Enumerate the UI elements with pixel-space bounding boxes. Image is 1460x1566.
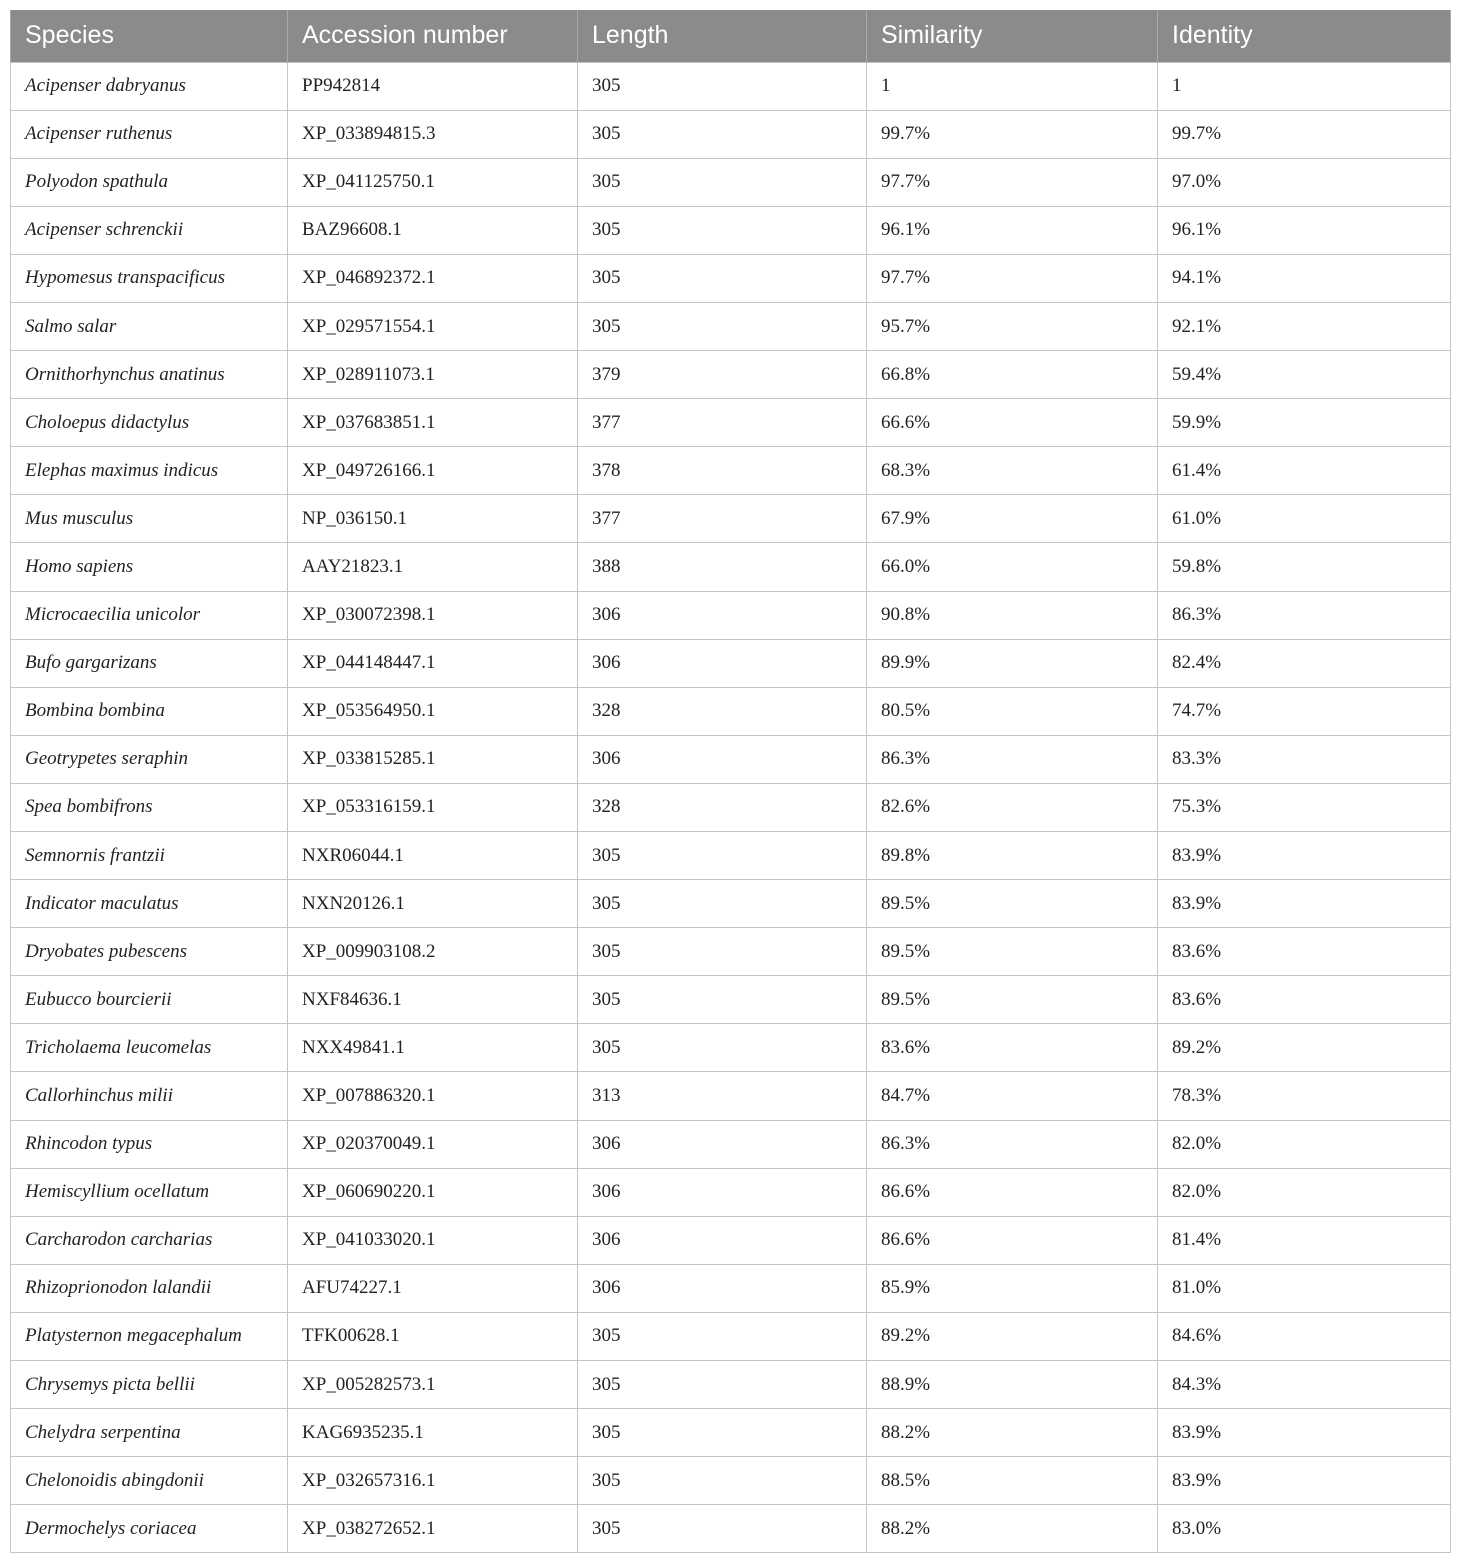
similarity-cell: 95.7%	[867, 302, 1158, 350]
header-row	[11, 10, 1451, 62]
species-table-container	[10, 10, 1450, 1553]
species-similarity-table	[10, 10, 1451, 1553]
species-cell: Tricholaema leucomelas	[11, 1024, 288, 1072]
table-row	[11, 783, 1451, 831]
identity-cell: 59.8%	[1158, 543, 1451, 591]
accession-number-cell: NXX49841.1	[288, 1024, 578, 1072]
length-cell: 377	[578, 495, 867, 543]
accession-number-cell: XP_032657316.1	[288, 1457, 578, 1505]
species-cell: Carcharodon carcharias	[11, 1216, 288, 1264]
accession-number-cell: XP_028911073.1	[288, 351, 578, 399]
table-row	[11, 832, 1451, 880]
identity-cell: 83.9%	[1158, 1457, 1451, 1505]
accession-number-cell: XP_038272652.1	[288, 1505, 578, 1553]
accession-number-cell: XP_005282573.1	[288, 1361, 578, 1409]
species-cell: Polyodon spathula	[11, 158, 288, 206]
identity-cell: 92.1%	[1158, 302, 1451, 350]
identity-cell: 83.0%	[1158, 1505, 1451, 1553]
accession-number-cell: XP_033815285.1	[288, 735, 578, 783]
length-cell: 306	[578, 735, 867, 783]
identity-cell: 82.4%	[1158, 639, 1451, 687]
length-cell: 305	[578, 1024, 867, 1072]
species-cell: Geotrypetes seraphin	[11, 735, 288, 783]
similarity-cell: 88.9%	[867, 1361, 1158, 1409]
species-cell: Microcaecilia unicolor	[11, 591, 288, 639]
identity-cell: 89.2%	[1158, 1024, 1451, 1072]
similarity-cell: 86.3%	[867, 1120, 1158, 1168]
similarity-cell: 86.6%	[867, 1216, 1158, 1264]
accession-number-cell: XP_060690220.1	[288, 1168, 578, 1216]
identity-cell: 84.3%	[1158, 1361, 1451, 1409]
table-row	[11, 206, 1451, 254]
length-cell: 305	[578, 928, 867, 976]
column-header-similarity: Similarity	[867, 10, 1158, 62]
similarity-cell: 99.7%	[867, 110, 1158, 158]
similarity-cell: 89.5%	[867, 928, 1158, 976]
accession-number-cell: NXR06044.1	[288, 832, 578, 880]
species-cell: Spea bombifrons	[11, 783, 288, 831]
column-header-species: Species	[11, 10, 288, 62]
identity-cell: 99.7%	[1158, 110, 1451, 158]
accession-number-cell: NP_036150.1	[288, 495, 578, 543]
accession-number-cell: AAY21823.1	[288, 543, 578, 591]
identity-cell: 61.4%	[1158, 447, 1451, 495]
table-row	[11, 1264, 1451, 1312]
species-cell: Chrysemys picta bellii	[11, 1361, 288, 1409]
identity-cell: 82.0%	[1158, 1168, 1451, 1216]
table-row	[11, 639, 1451, 687]
accession-number-cell: XP_029571554.1	[288, 302, 578, 350]
identity-cell: 81.4%	[1158, 1216, 1451, 1264]
accession-number-cell: XP_020370049.1	[288, 1120, 578, 1168]
accession-number-cell: XP_033894815.3	[288, 110, 578, 158]
similarity-cell: 89.9%	[867, 639, 1158, 687]
table-row	[11, 1168, 1451, 1216]
species-cell: Hemiscyllium ocellatum	[11, 1168, 288, 1216]
table-row	[11, 302, 1451, 350]
table-row	[11, 62, 1451, 110]
similarity-cell: 86.3%	[867, 735, 1158, 783]
species-cell: Salmo salar	[11, 302, 288, 350]
identity-cell: 59.4%	[1158, 351, 1451, 399]
species-cell: Bombina bombina	[11, 687, 288, 735]
species-cell: Dermochelys coriacea	[11, 1505, 288, 1553]
length-cell: 305	[578, 158, 867, 206]
table-row	[11, 495, 1451, 543]
table-row	[11, 976, 1451, 1024]
identity-cell: 83.9%	[1158, 880, 1451, 928]
length-cell: 305	[578, 976, 867, 1024]
similarity-cell: 80.5%	[867, 687, 1158, 735]
table-row	[11, 1505, 1451, 1553]
species-cell: Rhizoprionodon lalandii	[11, 1264, 288, 1312]
identity-cell: 59.9%	[1158, 399, 1451, 447]
identity-cell: 83.6%	[1158, 976, 1451, 1024]
similarity-cell: 97.7%	[867, 254, 1158, 302]
species-cell: Homo sapiens	[11, 543, 288, 591]
species-cell: Choloepus didactylus	[11, 399, 288, 447]
accession-number-cell: XP_030072398.1	[288, 591, 578, 639]
species-cell: Semnornis frantzii	[11, 832, 288, 880]
identity-cell: 81.0%	[1158, 1264, 1451, 1312]
length-cell: 328	[578, 783, 867, 831]
species-cell: Chelydra serpentina	[11, 1409, 288, 1457]
similarity-cell: 89.5%	[867, 976, 1158, 1024]
accession-number-cell: XP_009903108.2	[288, 928, 578, 976]
species-cell: Chelonoidis abingdonii	[11, 1457, 288, 1505]
identity-cell: 97.0%	[1158, 158, 1451, 206]
species-cell: Indicator maculatus	[11, 880, 288, 928]
table-row	[11, 158, 1451, 206]
similarity-cell: 89.2%	[867, 1312, 1158, 1360]
similarity-cell: 66.8%	[867, 351, 1158, 399]
species-cell: Platysternon megacephalum	[11, 1312, 288, 1360]
column-header-accession-number: Accession number	[288, 10, 578, 62]
length-cell: 377	[578, 399, 867, 447]
table-row	[11, 399, 1451, 447]
accession-number-cell: XP_053564950.1	[288, 687, 578, 735]
species-cell: Acipenser schrenckii	[11, 206, 288, 254]
table-header	[11, 10, 1451, 62]
length-cell: 306	[578, 639, 867, 687]
identity-cell: 83.9%	[1158, 832, 1451, 880]
identity-cell: 83.6%	[1158, 928, 1451, 976]
accession-number-cell: XP_041125750.1	[288, 158, 578, 206]
length-cell: 305	[578, 62, 867, 110]
length-cell: 306	[578, 1168, 867, 1216]
similarity-cell: 83.6%	[867, 1024, 1158, 1072]
species-cell: Callorhinchus milii	[11, 1072, 288, 1120]
accession-number-cell: NXN20126.1	[288, 880, 578, 928]
table-row	[11, 254, 1451, 302]
identity-cell: 83.9%	[1158, 1409, 1451, 1457]
identity-cell: 75.3%	[1158, 783, 1451, 831]
accession-number-cell: BAZ96608.1	[288, 206, 578, 254]
identity-cell: 86.3%	[1158, 591, 1451, 639]
table-row	[11, 591, 1451, 639]
accession-number-cell: AFU74227.1	[288, 1264, 578, 1312]
similarity-cell: 85.9%	[867, 1264, 1158, 1312]
length-cell: 306	[578, 591, 867, 639]
table-row	[11, 1024, 1451, 1072]
similarity-cell: 1	[867, 62, 1158, 110]
species-cell: Acipenser ruthenus	[11, 110, 288, 158]
table-row	[11, 1409, 1451, 1457]
similarity-cell: 88.2%	[867, 1409, 1158, 1457]
accession-number-cell: KAG6935235.1	[288, 1409, 578, 1457]
species-cell: Hypomesus transpacificus	[11, 254, 288, 302]
identity-cell: 84.6%	[1158, 1312, 1451, 1360]
length-cell: 305	[578, 1361, 867, 1409]
column-header-identity: Identity	[1158, 10, 1451, 62]
table-row	[11, 1120, 1451, 1168]
length-cell: 378	[578, 447, 867, 495]
similarity-cell: 97.7%	[867, 158, 1158, 206]
length-cell: 305	[578, 1312, 867, 1360]
similarity-cell: 86.6%	[867, 1168, 1158, 1216]
similarity-cell: 68.3%	[867, 447, 1158, 495]
similarity-cell: 90.8%	[867, 591, 1158, 639]
identity-cell: 83.3%	[1158, 735, 1451, 783]
species-cell: Eubucco bourcierii	[11, 976, 288, 1024]
table-body	[11, 62, 1451, 1553]
length-cell: 388	[578, 543, 867, 591]
species-cell: Mus musculus	[11, 495, 288, 543]
table-row	[11, 880, 1451, 928]
length-cell: 379	[578, 351, 867, 399]
table-row	[11, 447, 1451, 495]
accession-number-cell: XP_049726166.1	[288, 447, 578, 495]
table-row	[11, 1312, 1451, 1360]
accession-number-cell: XP_053316159.1	[288, 783, 578, 831]
accession-number-cell: XP_041033020.1	[288, 1216, 578, 1264]
column-header-length: Length	[578, 10, 867, 62]
similarity-cell: 66.0%	[867, 543, 1158, 591]
table-row	[11, 110, 1451, 158]
table-row	[11, 1216, 1451, 1264]
identity-cell: 78.3%	[1158, 1072, 1451, 1120]
accession-number-cell: XP_037683851.1	[288, 399, 578, 447]
species-cell: Bufo gargarizans	[11, 639, 288, 687]
length-cell: 305	[578, 832, 867, 880]
identity-cell: 94.1%	[1158, 254, 1451, 302]
species-cell: Ornithorhynchus anatinus	[11, 351, 288, 399]
accession-number-cell: TFK00628.1	[288, 1312, 578, 1360]
similarity-cell: 88.2%	[867, 1505, 1158, 1553]
similarity-cell: 89.5%	[867, 880, 1158, 928]
length-cell: 305	[578, 110, 867, 158]
length-cell: 313	[578, 1072, 867, 1120]
table-row	[11, 1361, 1451, 1409]
length-cell: 305	[578, 880, 867, 928]
accession-number-cell: NXF84636.1	[288, 976, 578, 1024]
species-cell: Elephas maximus indicus	[11, 447, 288, 495]
table-row	[11, 928, 1451, 976]
table-row	[11, 1072, 1451, 1120]
accession-number-cell: XP_044148447.1	[288, 639, 578, 687]
similarity-cell: 82.6%	[867, 783, 1158, 831]
length-cell: 305	[578, 1457, 867, 1505]
accession-number-cell: XP_046892372.1	[288, 254, 578, 302]
length-cell: 305	[578, 302, 867, 350]
length-cell: 305	[578, 1409, 867, 1457]
length-cell: 305	[578, 1505, 867, 1553]
length-cell: 306	[578, 1120, 867, 1168]
accession-number-cell: PP942814	[288, 62, 578, 110]
identity-cell: 61.0%	[1158, 495, 1451, 543]
identity-cell: 1	[1158, 62, 1451, 110]
length-cell: 305	[578, 254, 867, 302]
table-row	[11, 687, 1451, 735]
table-row	[11, 351, 1451, 399]
similarity-cell: 88.5%	[867, 1457, 1158, 1505]
species-cell: Rhincodon typus	[11, 1120, 288, 1168]
similarity-cell: 67.9%	[867, 495, 1158, 543]
species-cell: Dryobates pubescens	[11, 928, 288, 976]
table-row	[11, 1457, 1451, 1505]
length-cell: 305	[578, 206, 867, 254]
length-cell: 306	[578, 1264, 867, 1312]
identity-cell: 96.1%	[1158, 206, 1451, 254]
accession-number-cell: XP_007886320.1	[288, 1072, 578, 1120]
similarity-cell: 66.6%	[867, 399, 1158, 447]
identity-cell: 74.7%	[1158, 687, 1451, 735]
similarity-cell: 96.1%	[867, 206, 1158, 254]
length-cell: 328	[578, 687, 867, 735]
identity-cell: 82.0%	[1158, 1120, 1451, 1168]
length-cell: 306	[578, 1216, 867, 1264]
table-row	[11, 735, 1451, 783]
table-row	[11, 543, 1451, 591]
similarity-cell: 84.7%	[867, 1072, 1158, 1120]
similarity-cell: 89.8%	[867, 832, 1158, 880]
species-cell: Acipenser dabryanus	[11, 62, 288, 110]
